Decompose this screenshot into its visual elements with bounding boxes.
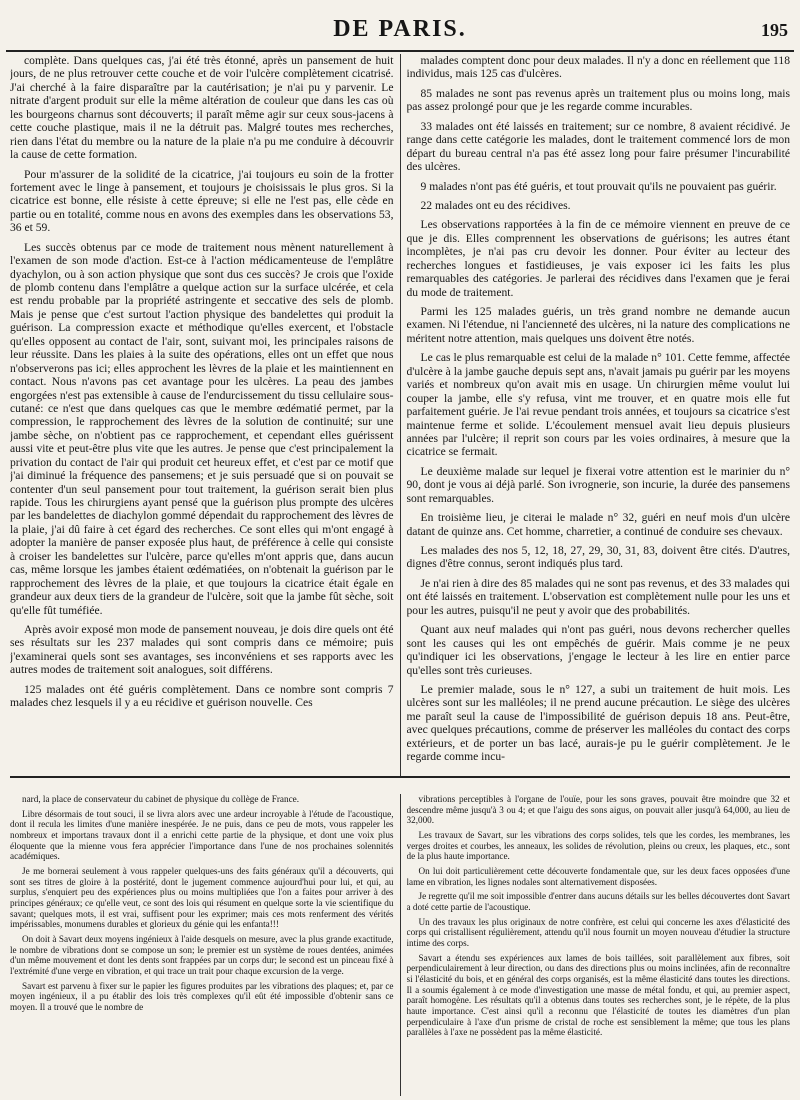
paragraph: complète. Dans quelques cas, j'ai été très étonné, après un pansement de huit jours, de ne plus retrouver cette couche et de voir l'ulcère complètement cicatrisé. J'ai cherché à la faire disparaître par la cautérisation; je n'ai pu y parvenir. Le nitrate d'argent produit sur elle la même altération de couleur que dans les cas où les bourgeons charnus sont découverts; il paraît même agir sur ceux sous-jacens à cette couche plastique, mais il ne la détruit pas. Malgré toutes mes recherches, rien dans l'état du membre ou la nature de la plaie n'a pu me conduire à découvrir la cause de cette formation. bbox=[10, 54, 394, 162]
eulogy-column-left bbox=[10, 794, 394, 1096]
paragraph: Quant aux neuf malades qui n'ont pas guéri, nous devons rechercher quelles sont les causes qui les ont empêchés de guérir. Mais comme je ne peux qu'indiquer ici les observations, j'engage le lecteur à les lire en entier parce qu'elles sont très curieuses. bbox=[406, 623, 790, 677]
paragraph: On doit à Savart deux moyens ingénieux à l'aide desquels on mesure, avec la plus grande exactitude, le nombre de vibrations dont se compose un son; le premier est un système de roues dentées, animées d'un même mouvement et dont les dents sont frappées par un corps dur; le second est un pinceau fixé à l'extrémité d'une verge en vibration, et qui trace un trait pour chaque excursion de la verge. bbox=[10, 934, 394, 977]
paragraph: 22 malades ont eu des récidives. bbox=[420, 198, 571, 212]
paragraph: Le premier malade, sous le n° 127, a subi un traitement de huit mois. Les ulcères sont sur les malléoles; il ne prend aucune précaution. Le siège des ulcères me paraît seul la cause de l'impossibilité de guérison depuis 18 ans. Peut-être, avec quelques précautions, comme de préserver les malléoles du contact des corps extérieurs, et de porter un bas lacé, aurais-je pu le guérir complètement. Je le regarde comme incu- bbox=[406, 682, 790, 764]
page-header bbox=[6, 6, 794, 52]
page-number: 195 bbox=[761, 20, 788, 40]
paragraph: 85 malades ne sont pas revenus après un traitement plus ou moins long, mais pas assez prolongé pour que je les regarde comme incurables. bbox=[406, 86, 790, 114]
paragraph: On lui doit particulièrement cette découverte fondamentale que, sur les deux faces opposées d'une lame en vibration, les lignes nodales sont alternativement disposées. bbox=[406, 866, 790, 887]
paragraph: nard, la place de conservateur du cabinet de physique du collège de France. bbox=[22, 794, 300, 804]
column-divider bbox=[400, 794, 401, 1096]
paragraph: 33 malades ont été laissés en traitement; sur ce nombre, 8 avaient récidivé. Je range dans cette catégorie les malades, dont le traitement commencé lors de mon départ du bureau central n'a pas été assez long pour faire présumer l'incurabilité des ulcères. bbox=[406, 119, 790, 174]
paragraph: Le deuxième malade sur lequel je fixerai votre attention est le marinier du n° 90, dont je vous ai déjà parlé. Son ivrognerie, son incurie, la durée des pansemens sont remarquables. bbox=[406, 464, 790, 505]
paragraph: Je regrette qu'il me soit impossible d'entrer dans aucuns détails sur les belles découvertes dont Savart a doté cette partie de l'acoustique. bbox=[406, 891, 790, 913]
paragraph: Un des travaux les plus originaux de notre confrère, est celui qui concerne les axes d'élasticité des corps qui cristallisent régulièrement, attendu qu'il nous fournit un moyen nouveau d'étudier la structure intime des corps. bbox=[406, 916, 790, 949]
paragraph: Les observations rapportées à la fin de ce mémoire viennent en preuve de ce que je dis. Elles comprennent les observations de guérisons; les autres étant incomplètes, je n'ai pas cru devoir les donner. Pour éviter au lecteur des recherches longues et fastidieuses, je vais exposer ici les faits les plus remarquables des catégories. Je parlerai des récidives dans l'examen que je ferai du mode de traitement. bbox=[406, 218, 790, 299]
paragraph: Parmi les 125 malades guéris, un très grand nombre ne demande aucun examen. Ni l'étendue, ni l'ancienneté des ulcères, ni la nature des complications ne méritent notre attention, mais quelques uns doivent être notés. bbox=[406, 305, 790, 345]
paragraph: vibrations perceptibles à l'organe de l'ouïe, pour les sons graves, pouvait être moindre que 32 et descendre même jusqu'à 3 ou 4; et que l'aigu des sons aigus, on pouvait aller jusqu'à 64,000, au lieu de 32,000. bbox=[406, 794, 790, 826]
paragraph: Libre désormais de tout souci, il se livra alors avec une ardeur incroyable à l'étude de l'acoustique, dont il recula les limites d'une manière inespérée. Je ne puis, dans ce peu de mots, vous rappeler les nombreux et importans travaux dont il a enrichi cette partie de la physique, et dont une voix plus éloquente que la mienne vous fera apprécier l'importance dans l'une de nos prochaines solennités académiques. bbox=[10, 808, 394, 862]
eulogy-article bbox=[10, 794, 790, 1096]
paragraph: Les succès obtenus par ce mode de traitement nous mènent naturellement à l'examen de son mode d'action. Est-ce à l'action médicamenteuse de l'emplâtre dyachylon, ou à son action physique que sont dus ces succès? Je crois que l'oxide de plomb contenu dans l'emplâtre a quelque action sur la surface ulcérée, et cela est rendu probable par la propriété astringente et seccative des sels de plomb. Mais je pense que c'est surtout l'action physique des bandelettes qui produit la guérison. La compression exacte et méthodique qu'elles exercent, et l'obstacle qu'elles opposent au contact de l'air, sont, suivant moi, les principales raisons de leur réussite. Dans les plaies à la suite des opérations, elles ont un effet que nous n'observerons pas ici; elles approchent les lèvres de la plaie et les maintiennent en contact. Nous n'avons pas cet avantage pour les ulcères. La peau des jambes engorgées n'est pas extensible à cause de l'endurcissement du tissu cellulaire sous-cutané: ce n'est que dans quelques cas que le membre œdématié permet, par la compression, le rapprochement des lèvres de la solution de continuité; sur une jambe sèche, on n'obtient pas ce rapprochement, et cependant elles guérissent aussi vite et peut-être plus vite que les autres. Je pense que c'est principalement la privation du contact de l'air qui produit cet heureux effet, et c'est par ce motif que j'ai diminué la fréquence des pansemens; et je suis persuadé que si on pouvait se contenter d'un seul pansement pour tout traitement, la guérison serait bien plus rapide. Tous les chirurgiens ayant pensé que la guérison plus prompte des ulcères par les bandelettes de diachylon gommé dépendait du rapprochement des lèvres de la plaie, j'ai dû faire à cet égard des recherches. Ce sont elles qui m'ont engagé à adopter la manière de panser exposée plus haut, de préférence à celle qui consiste à croiser les bandelettes sur l'ulcère, parce qu'elles m'ont appris que, dans aucun cas, même lorsque les jambes étaient œdématiées, on n'obtenait la guérison par le rapprochement des lèvres de la plaie, et que toujours la cicatrice était égale en grandeur aux deux tiers de la grandeur de l'ulcère, soit que la jambe fût sèche, soit qu'elle fût tuméfiée. bbox=[10, 240, 394, 617]
page-title: DE PARIS. bbox=[333, 16, 467, 42]
paragraph: 9 malades n'ont pas été guéris, et tout prouvait qu'ils ne pouvaient pas guérir. bbox=[420, 179, 777, 193]
column-divider bbox=[400, 54, 401, 776]
paragraph: Je me bornerai seulement à vous rappeler quelques-uns des faits généraux qu'il a découverts, qui sont ses titres de gloire à la postérité, dont le jugement commence aujourd'hui pour lui, et qui, au surplus, s'enquiert peu des expériences plus ou moins multipliées que l'on a faites pour arriver à des principes généraux; ce qu'elle veut, ce sont des lois qui résument en quelque sorte la vie scientifique du savant; quelques mots, il est vrai, suffisent pour les exprimer; mais ces mots renferment des vérités impérissables, monumens durables et glorieux du génie qui les enfanta!!! bbox=[10, 866, 394, 930]
eulogy-column-right bbox=[407, 794, 791, 1096]
paragraph: En troisième lieu, je citerai le malade n° 32, guéri en neuf mois d'un ulcère datant de quinze ans. Cet homme, charretier, a continué de conduire ses chevaux. bbox=[406, 511, 790, 538]
paragraph: Je n'ai rien à dire des 85 malades qui ne sont pas revenus, et des 33 malades qui ont été laissés en traitement. L'observation est complètement nulle pour les uns et pour les autres, puisqu'il ne peut y avoir que des probabilités. bbox=[406, 576, 790, 617]
paragraph: Savart a étendu ses expériences aux lames de bois taillées, soit parallèlement aux fibres, soit perpendiculairement à leur direction, ou dans des directions plus ou moins inclinées, afin de reconnaître si l'élasticité du bois, et en général des corps organisés, est la même élasticité dans toutes les directions. Il a soumis également à ce mode d'investigation une masse de métal fondu, et qui, au premier aspect, paraît homogène. Les résultats qu'il a obtenus dans toutes ses recherches sont, je le répète, de la plus haute importance. C'est ainsi qu'il a reconnu que l'élasticité de toutes les diamètres d'un plan perpendiculaire à l'axe d'un prisme de cristal de roche est sensiblement la même; que tous les plans parallèles à l'axe ne possèdent pas la même élasticité. bbox=[406, 952, 790, 1038]
paragraph: 125 malades ont été guéris complètement. Dans ce nombre sont compris 7 malades chez lesquels il y a eu récidive et guérison nouvelle. Ces bbox=[10, 682, 394, 710]
article-column-right bbox=[407, 54, 791, 776]
paragraph: Après avoir exposé mon mode de pansement nouveau, je dois dire quels ont été ses résultats sur les 237 malades qui sont compris dans ce mémoire; puis j'examinerai quels sont ses avantages, ses inconvéniens et ses rapports avec les autres modes de traitement soit analogues, soit différens. bbox=[10, 622, 394, 677]
paragraph: Savart est parvenu à fixer sur le papier les figures produites par les vibrations des plaques; et, par ce moyen ingénieux, il a pu établir des lois très complexes qu'il eût été impossible d'obtenir sans ce moyen. Il a trouvé que le nombre de bbox=[10, 980, 394, 1013]
paragraph: Pour m'assurer de la solidité de la cicatrice, j'ai toujours eu soin de la frotter fortement avec le linge à pansement, et toujours je choisissais le plus gros. Si la cicatrice est bonne, elle résiste à cette épreuve; si elle ne l'est pas, elle cède en partie ou en totalité, comme nous en avons des exemples dans les observations 53, 36 et 59. bbox=[10, 167, 394, 235]
paragraph: Le cas le plus remarquable est celui de la malade n° 101. Cette femme, affectée d'ulcère à la jambe gauche depuis sept ans, n'avait jamais pu guérir par les moyens variés et nombreux qu'on avait mis en usage. Un chirurgien même voulut lui couper la jambe, elle s'y refusa, vint me trouver, et en quatre mois elle fut parfaitement guérie. Je l'ai revue pendant trois années, et toujours sa cicatrice s'est maintenue ferme et solide. L'écoulement mensuel avait lieu depuis plusieurs années par l'ulcère; il reprit son cours par les voies ordinaires, à mesure que la cicatrice se fermait. bbox=[406, 351, 790, 459]
article-column-left bbox=[10, 54, 394, 776]
paragraph: Les malades des nos 5, 12, 18, 27, 29, 30, 31, 83, doivent être cités. D'autres, dignes d'être connus, seront indiqués plus tard. bbox=[406, 544, 790, 571]
paragraph: Les travaux de Savart, sur les vibrations des corps solides, tels que les cordes, les membranes, les verges droites et courbes, les anneaux, les solides de révolution, pleins ou creux, les plaques, etc., sont de la plus haute importance. bbox=[406, 830, 790, 862]
paragraph: malades comptent donc pour deux malades. Il n'y a donc en réellement que 118 individus, mais 125 cas d'ulcères. bbox=[406, 54, 790, 81]
medical-article bbox=[10, 54, 790, 778]
